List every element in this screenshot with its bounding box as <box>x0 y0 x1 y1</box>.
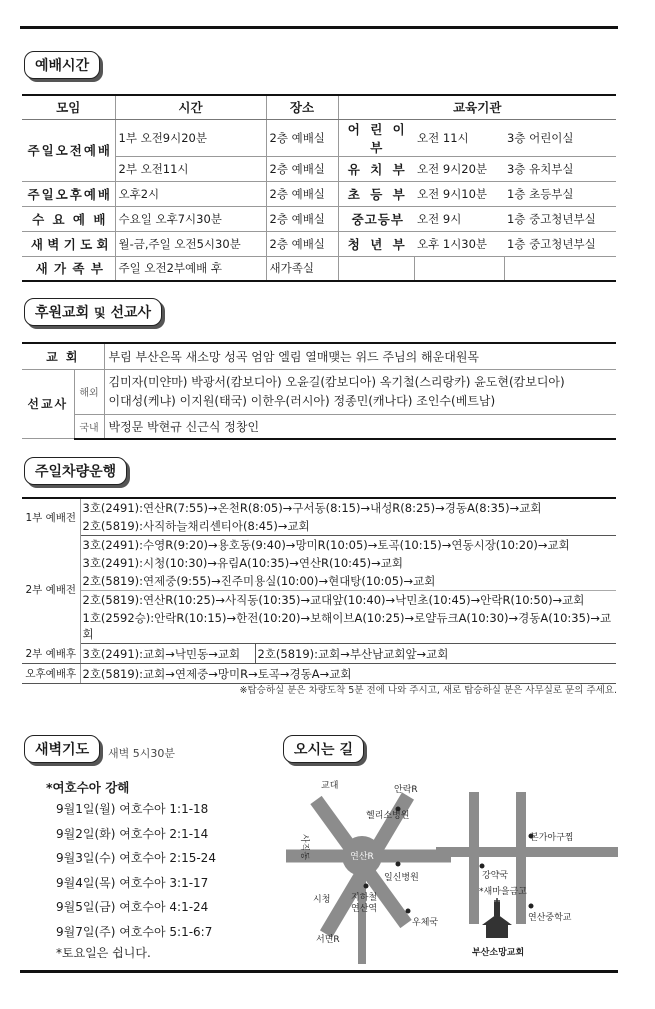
header-meeting: 모임 <box>22 95 115 119</box>
church-icon <box>482 898 512 938</box>
meeting-place: 2층 예배실 <box>266 231 338 256</box>
dept-name: 초 등 부 <box>338 181 414 206</box>
meeting-time: 수요일 오후7시30분 <box>115 206 266 231</box>
dept-name: 유 치 부 <box>338 156 414 181</box>
meeting-name: 수 요 예 배 <box>22 206 115 231</box>
dept-time: 오전 9시10분 <box>414 181 504 206</box>
missionary-label: 선교사 <box>22 369 74 439</box>
dept-time: 오후 1시30분 <box>414 231 504 256</box>
map-label-gangyak: 강약국 <box>482 871 509 881</box>
map-label-subway-b: 연산역 <box>351 904 378 914</box>
meeting-name: 주일오후예배 <box>22 181 115 206</box>
dept-time <box>414 256 504 281</box>
worship-table <box>22 94 616 282</box>
map-label-sajikdong: 사직동 <box>299 834 309 861</box>
meeting-name: 새 가 족 부 <box>22 256 115 281</box>
bus-service-label: 2부 예배전 <box>22 536 80 644</box>
map-dot <box>480 864 485 869</box>
worship-row <box>22 181 616 206</box>
bottom-rule <box>20 970 618 973</box>
worship-title-text: 예배시간 <box>35 58 90 74</box>
bus-route: 2호(5819):연제중(9:55)→진주미용실(10:00)→현대탕(10:05)→교회 <box>80 572 616 591</box>
map-label-gyodae: 교대 <box>321 781 339 791</box>
worship-header-row <box>22 95 616 119</box>
meeting-time: 오후2시 <box>115 181 266 206</box>
bus-row <box>22 644 616 664</box>
worship-row <box>22 256 616 281</box>
overseas-list-line: 이대성(케냐) 이지원(태국) 이한우(러시아) 정종민(캐나다) 조인수(베트남) <box>108 393 496 408</box>
directions-section-title <box>283 735 364 763</box>
worship-row <box>22 231 616 256</box>
dept-name: 청 년 부 <box>338 231 414 256</box>
map-label-post: 우체국 <box>412 918 439 928</box>
prayer-rest-note: *토요일은 쉽니다. <box>56 946 151 960</box>
church-list: 부림 부산은목 새소망 성곡 엄암 엘림 열매맺는 위드 주님의 해운대원목 <box>104 343 616 369</box>
dept-name: 어 린 이 부 <box>338 119 414 156</box>
bus-row <box>22 536 616 555</box>
domestic-label: 국내 <box>74 414 104 439</box>
dept-name: 중고등부 <box>338 206 414 231</box>
map-label-bongaya: 본가아구찜 <box>530 833 574 843</box>
support-section-title <box>24 298 162 326</box>
bus-table <box>22 497 616 684</box>
map-label-anrak: 안락R <box>394 785 418 795</box>
prayer-item: 9월1일(월) 여호수아 1:1-18 <box>56 802 209 816</box>
meeting-time: 주일 오전2부예배 후 <box>115 256 266 281</box>
bus-route: 3호(2491):교회→낙민동→교회 <box>80 644 255 664</box>
meeting-place: 2층 예배실 <box>266 181 338 206</box>
dept-place: 1층 초등부실 <box>504 181 616 206</box>
directions-map <box>286 774 618 970</box>
support-church-row <box>22 343 616 369</box>
map-dot <box>396 862 401 867</box>
meeting-time: 2부 오전11시 <box>115 156 266 181</box>
bus-route: 2호(5819):사직하늘채리센티아(8:45)→교회 <box>80 517 616 536</box>
dept-time: 오전 9시 <box>414 206 504 231</box>
prayer-section-title <box>24 735 100 763</box>
bus-row <box>22 498 616 517</box>
meeting-time: 1부 오전9시20분 <box>115 119 266 156</box>
bus-row <box>22 664 616 684</box>
header-place: 장소 <box>266 95 338 119</box>
support-title-c: 선교사 <box>110 305 152 321</box>
map-label-yeonsan-mid: 연산중학교 <box>528 913 572 923</box>
map-label-subway-a: 지하철 <box>351 893 378 903</box>
bus-row <box>22 572 616 591</box>
bus-route: 3호(2491):수영R(9:20)→용호동(9:40)→망미R(10:05)→토곡(10:15)→연동시장(10:20)→교회 <box>82 538 570 552</box>
support-title-b: 및 <box>93 306 106 320</box>
bus-row <box>22 517 616 536</box>
worship-row <box>22 119 616 156</box>
meeting-place: 새가족실 <box>266 256 338 281</box>
prayer-item: 9월4일(목) 여호수아 3:1-17 <box>56 875 209 890</box>
prayer-item: 9월3일(수) 여호수아 2:15-24 <box>56 851 216 865</box>
bus-route: 2호(5819):교회→연제중→망미R→토곡→경동A→교회 <box>80 664 616 684</box>
bus-route: 2호(5819):연산R(10:25)→사직동(10:35)→교대앞(10:40)→낙민초(10:45)→안락R(10:50)→교회 <box>82 593 585 607</box>
meeting-place: 2층 예배실 <box>266 206 338 231</box>
bus-row <box>22 554 616 572</box>
bus-section-title <box>24 457 127 485</box>
meeting-place: 2층 예배실 <box>266 156 338 181</box>
bus-route: 3호(2491):연산R(7:55)→온천R(8:05)→구서동(8:15)→내성R(8:25)→경동A(8:35)→교회 <box>80 498 616 517</box>
worship-section-title <box>24 51 100 79</box>
map-label-ilsin: 일신병원 <box>384 873 419 883</box>
meeting-time: 월-금,주일 오전5시30분 <box>115 231 266 256</box>
map-dot <box>364 884 369 889</box>
map-label-hellisoh: 헬리소병원 <box>366 811 410 821</box>
prayer-item: 9월5일(금) 여호수아 4:1-24 <box>56 900 209 914</box>
bus-note: ※탑승하실 분은 차량도착 5분 전에 나와 주시고, 새로 탑승하실 분은 사무실로 문의 주세요. <box>239 685 617 696</box>
bus-route: 2호(5819):교회→부산남교회앞→교회 <box>255 644 616 664</box>
bus-route: 1호(2592승):안락R(10:15)→한전(10:20)→보해이브A(10:25)→로얄듀크A(10:30)→경동A(10:35)→교회 <box>80 609 616 644</box>
meeting-name: 주일오전예배 <box>22 119 115 181</box>
map-label-saemaeul: *새마을금고 <box>479 887 527 897</box>
dept-place: 1층 중고청년부실 <box>504 231 616 256</box>
prayer-time: 새벽 5시30분 <box>108 747 175 760</box>
dept-time: 오전 11시 <box>414 119 504 156</box>
top-rule <box>20 26 618 29</box>
prayer-item: 9월2일(화) 여호수아 2:1-14 <box>56 826 209 841</box>
bus-service-label: 오후예배후 <box>22 664 80 684</box>
bus-service-label: 1부 예배전 <box>22 498 80 536</box>
domestic-list: 박정문 박현규 신근식 정창인 <box>104 414 616 439</box>
dept-place: 1층 중고청년부실 <box>504 206 616 231</box>
support-domestic-row <box>22 414 616 439</box>
dept-place: 3층 어린이실 <box>504 119 616 156</box>
header-time: 시간 <box>115 95 266 119</box>
meeting-name: 새 벽 기 도 회 <box>22 231 115 256</box>
dept-name <box>338 256 414 281</box>
dept-place <box>504 256 616 281</box>
prayer-title-text: 새벽기도 <box>35 742 90 758</box>
overseas-list-line: 김미자(미얀마) 박광서(캄보디아) 오윤길(캄보디아) 옥기철(스리랑카) 윤도현(캄보디아) <box>108 374 565 389</box>
directions-title-text: 오시는 길 <box>294 742 353 758</box>
overseas-label: 해외 <box>74 369 104 414</box>
dept-place: 3층 유치부실 <box>504 156 616 181</box>
worship-row <box>22 206 616 231</box>
support-title-a: 후원교회 <box>35 305 90 321</box>
bus-row <box>22 591 616 610</box>
prayer-item: 9월7일(주) 여호수아 5:1-6:7 <box>56 924 213 939</box>
map-label-yeonsan: 연산R <box>350 852 374 862</box>
church-label: 교 회 <box>22 343 104 369</box>
map-label-seomyeon: 서면R <box>316 935 340 945</box>
meeting-place: 2층 예배실 <box>266 119 338 156</box>
map-label-church: 부산소망교회 <box>472 948 525 958</box>
map-label-sicheong: 시청 <box>313 895 331 905</box>
map-dot <box>406 909 411 914</box>
prayer-theme: *여호수아 강해 <box>46 780 130 795</box>
bus-service-label: 2부 예배후 <box>22 644 80 664</box>
bus-row <box>22 609 616 644</box>
support-overseas-row <box>22 369 616 414</box>
bus-route: 3호(2491):시청(10:30)→유림A(10:35)→연산R(10:45)→교회 <box>82 556 404 570</box>
map-dot <box>529 904 534 909</box>
support-table <box>22 342 616 440</box>
dept-time: 오전 9시20분 <box>414 156 504 181</box>
prayer-list <box>56 800 216 947</box>
bus-title-text: 주일차량운행 <box>35 464 117 480</box>
header-education: 교육기관 <box>338 95 616 119</box>
